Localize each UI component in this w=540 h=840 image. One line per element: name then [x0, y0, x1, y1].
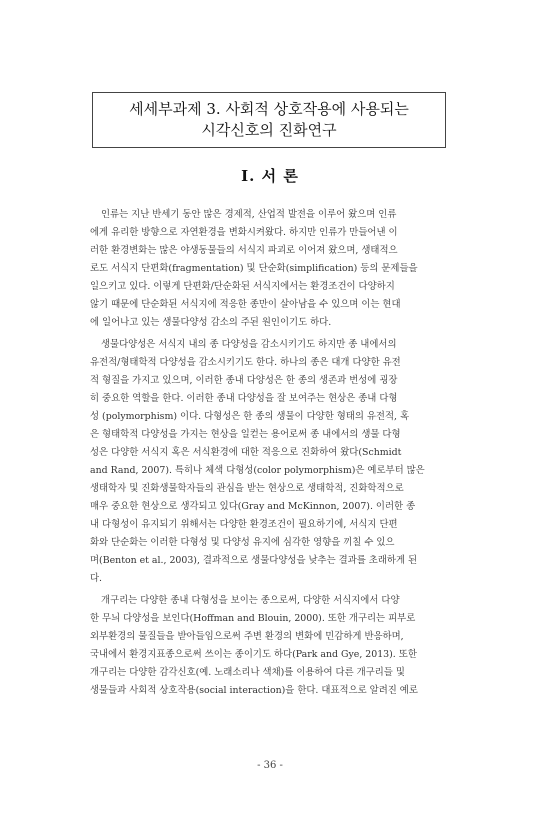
- paragraph-line: 생물다양성은 서식지 내의 종 다양성을 감소시키기도 하지만 종 내에서의: [101, 339, 397, 350]
- paragraph-line: 한 무늬 다양성을 보인다(Hoffman and Blouin, 2000). 또한 개구리는 피부로: [90, 613, 416, 624]
- paragraph-line: 외부환경의 물질들을 받아들임으로써 주변 환경의 변화에 민감하게 반응하며,: [90, 631, 404, 642]
- section-heading: I. 서 론: [241, 167, 299, 185]
- paragraph-line: 로도 서식지 단편화(fragmentation) 및 단순화(simplification) 등의 문제들을: [90, 263, 418, 274]
- title-box: [92, 92, 446, 148]
- paragraph-line: 다.: [90, 573, 103, 584]
- paragraph-line: 성은 다양한 서식지 혹은 서식환경에 대한 적응으로 진화하여 왔다(Schmidt: [90, 447, 402, 458]
- paragraph: [90, 592, 450, 700]
- paragraph-line: 에게 유리한 방향으로 자연환경을 변화시켜왔다. 하지만 인류가 만들어낸 이: [90, 227, 398, 238]
- paragraph-line: 유전적/형태학적 다양성을 감소시키기도 한다. 하나의 종은 대개 다양한 유전: [90, 357, 401, 368]
- page-number: - 36 -: [257, 760, 283, 771]
- paragraph-line: 에 일어나고 있는 생물다양성 감소의 주된 원인이기도 하다.: [90, 317, 332, 328]
- paragraph-line: 러한 환경변화는 많은 야생동물들의 서식지 파괴로 이어져 왔으며, 생태적으: [90, 245, 398, 256]
- paragraph-line: 생태학자 및 진화생물학자들의 관심을 받는 현상으로 생태학적, 진화학적으로: [90, 483, 404, 494]
- body-text: [90, 206, 450, 704]
- paragraph: [90, 206, 450, 332]
- paragraph-line: 생물들과 사회적 상호작용(social interaction)을 한다. 대표적으로 알려진 예로: [90, 685, 418, 696]
- paragraph-line: and Rand, 2007). 특히나 체색 다형성(color polymorphism)은 예로부터 많은: [90, 465, 425, 476]
- title-line-1: 세세부과제 3. 사회적 상호작용에 사용되는: [129, 100, 409, 118]
- title-line-2: 시각신호의 진화연구: [201, 121, 337, 139]
- paragraph-line: 내 다형성이 유지되기 위해서는 다양한 환경조건이 필요하기에, 서식지 단편: [90, 519, 398, 530]
- paragraph-line: 며(Benton et al., 2003), 결과적으로 생물다양성을 낮추는 결과를 초래하게 된: [90, 555, 418, 566]
- paragraph-line: 개구리는 다양한 종내 다형성을 보이는 종으로써, 다양한 서식지에서 다양: [101, 595, 400, 606]
- paragraph-line: 적 형질을 가지고 있으며, 이러한 종내 다양성은 한 종의 생존과 번성에 굉장: [90, 375, 398, 386]
- paragraph-line: 일으키고 있다. 이렇게 단편화/단순화된 서식지에서는 환경조건이 다양하지: [90, 281, 395, 292]
- paragraph-line: 매우 중요한 현상으로 생각되고 있다(Gray and McKinnon, 2007). 이러한 종: [90, 501, 416, 512]
- paragraph-line: 않기 때문에 단순화된 서식지에 적응한 종만이 살아남을 수 있으며 이는 현대: [90, 299, 401, 310]
- paragraph: [90, 336, 450, 588]
- paragraph-line: 개구리는 다양한 감각신호(예. 노래소리나 색채)를 이용하여 다른 개구리들 및: [90, 667, 405, 678]
- paragraph-line: 히 중요한 역할을 한다. 이러한 종내 다양성을 잘 보여주는 현상은 종내 다형: [90, 393, 398, 404]
- paragraph-line: 인류는 지난 반세기 동안 많은 경제적, 산업적 발전을 이루어 왔으며 인류: [101, 209, 397, 220]
- paragraph-line: 은 형태학적 다양성을 가지는 현상을 일컫는 용어로써 종 내에서의 생물 다형: [90, 429, 401, 440]
- paragraph-line: 화와 단순화는 이러한 다형성 및 다양성 유지에 심각한 영향을 끼칠 수 있으: [90, 537, 395, 548]
- paragraph-line: 국내에서 환경지표종으로써 쓰이는 종이기도 하다(Park and Gye, 2013). 또한: [90, 649, 417, 660]
- paragraph-line: 성 (polymorphism) 이다. 다형성은 한 종의 생물이 다양한 형태의 유전적, 혹: [90, 411, 410, 422]
